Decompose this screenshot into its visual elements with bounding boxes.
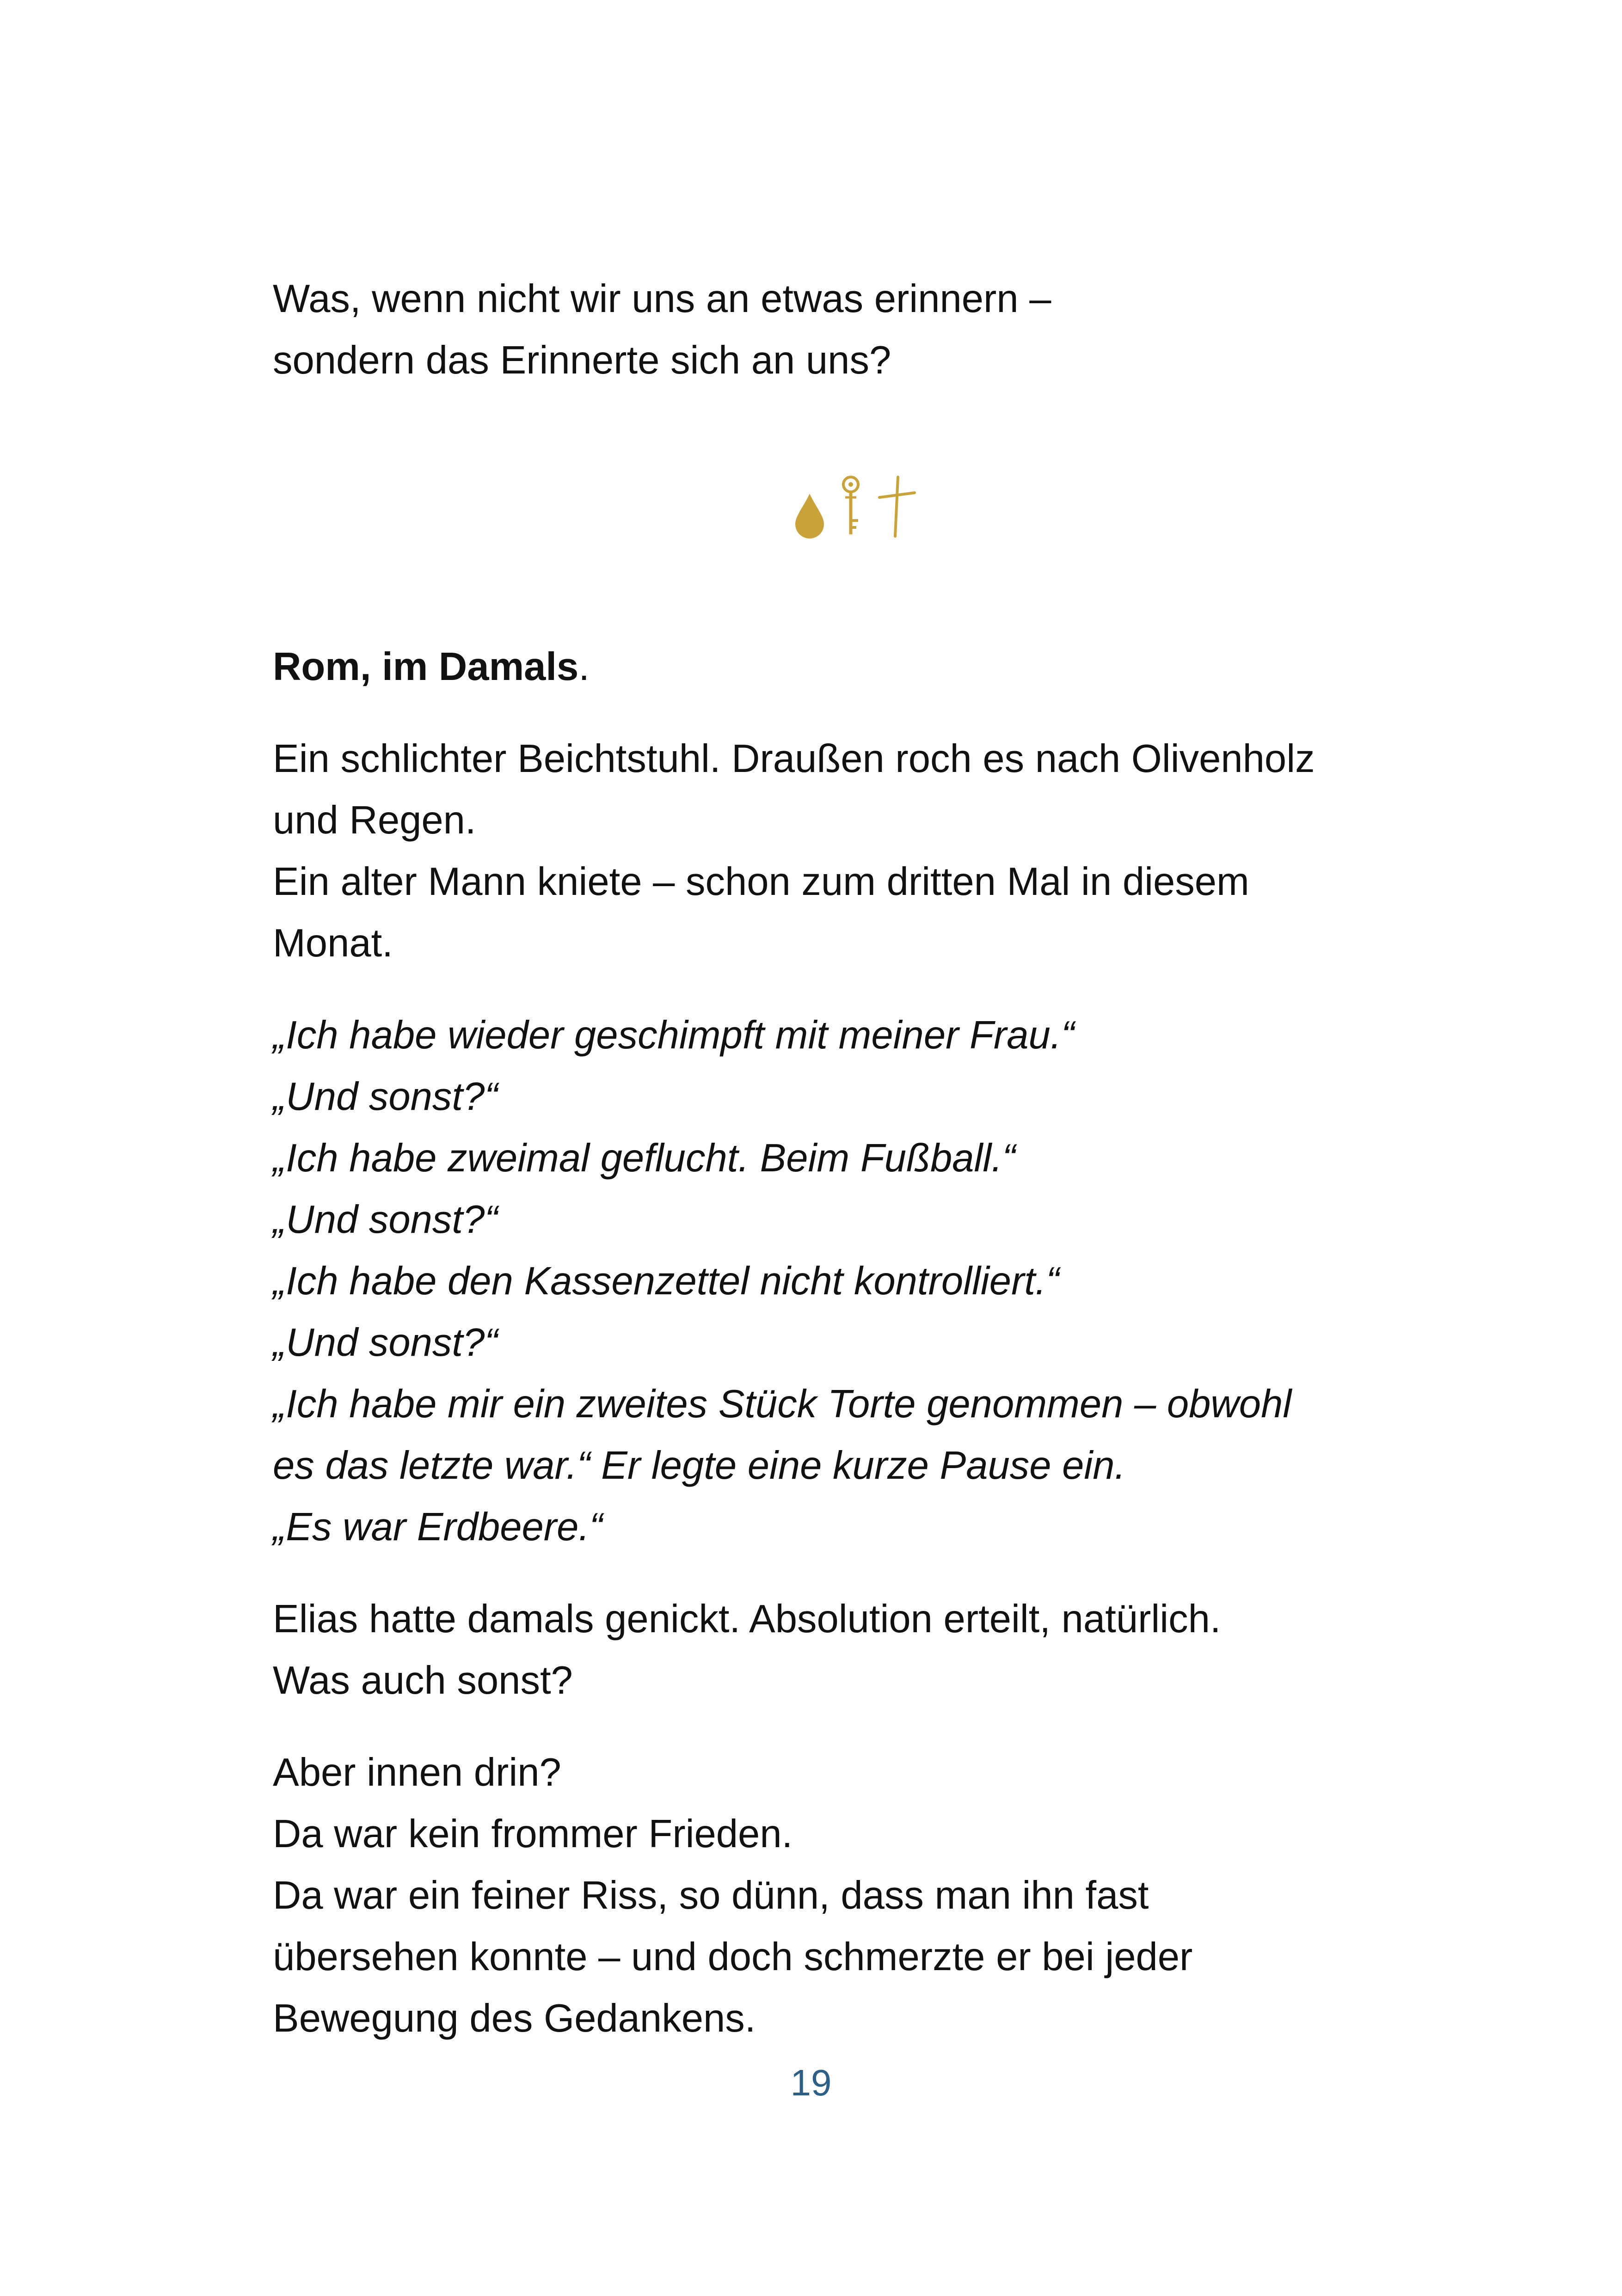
intro-question [273,268,1401,391]
text-line: Aber innen drin? [273,1751,561,1794]
text-line: Da war kein frommer Frieden. [273,1812,793,1856]
section-heading [273,636,1401,698]
heading-period: . [578,645,590,689]
text-line: Bewegung des Gedankens. [273,1996,756,2040]
page-body [273,268,1401,2049]
page-number: 19 [790,2062,832,2103]
text-line: Was auch sonst? [273,1659,573,1702]
dialogue-line: „Ich habe den Kassenzettel nicht kontrolliert.“ [273,1259,1059,1303]
dialogue-line: „Ich habe wieder geschimpft mit meiner Frau.“ [273,1013,1075,1057]
text-line: übersehen konnte – und doch schmerzte er bei jeder [273,1935,1193,1979]
text-line: Elias hatte damals genickt. Absolution erteilt, natürlich. [273,1597,1221,1641]
dialogue-line: „Und sonst?“ [273,1321,498,1365]
dialogue-line: „Und sonst?“ [273,1075,498,1119]
text-line: und Regen. [273,798,476,842]
text-line: Ein schlichter Beichtstuhl. Draußen roch es nach Olivenholz [273,737,1315,781]
dialogue-line: „Ich habe mir ein zweites Stück Torte genommen – obwohl [273,1382,1292,1426]
intro-line: Was, wenn nicht wir uns an etwas erinnern – [273,277,1051,321]
paragraph [273,1588,1401,1711]
paragraph [273,728,1401,974]
intro-line: sondern das Erinnerte sich an uns? [273,338,891,382]
dialogue [273,1004,1401,1558]
text-line: Monat. [273,921,393,965]
text-line: Ein alter Mann kniete – schon zum dritten Mal in diesem [273,860,1249,904]
cross-icon [876,474,917,539]
paragraph [273,1742,1401,2049]
text-line: Da war ein feiner Riss, so dünn, dass man ihn fast [273,1874,1149,1917]
ornament [310,474,1401,539]
drop-icon [793,493,826,539]
dialogue-line: „Und sonst?“ [273,1198,498,1242]
dialogue-line: es das letzte war.“ Er legte eine kurze Pause ein. [273,1444,1126,1488]
dialogue-line: „Es war Erdbeere.“ [273,1505,603,1549]
key-icon [837,474,865,539]
dialogue-line: „Ich habe zweimal geflucht. Beim Fußball.“ [273,1136,1016,1180]
heading-title: Rom, im Damals [273,645,579,689]
